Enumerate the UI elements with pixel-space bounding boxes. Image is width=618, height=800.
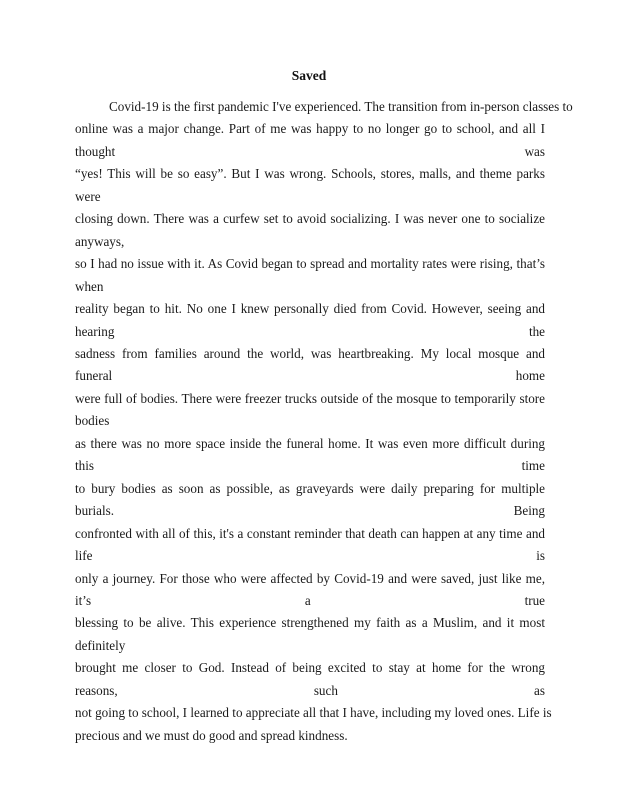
paragraph-line: closing down. There was a curfew set to avoid socializing. I was never one to socialize anyways, <box>75 211 545 249</box>
paragraph-line: blessing to be alive. This experience strengthened my faith as a Muslim, and it most definitely <box>75 615 545 653</box>
essay-paragraph <box>75 96 573 747</box>
paragraph-line: Covid-19 is the first pandemic I've experienced. The transition from in-person classes to <box>109 99 573 114</box>
paragraph-line: reality began to hit. No one I knew personally died from Covid. However, seeing and hearing the <box>75 301 545 339</box>
paragraph-line: sadness from families around the world, was heartbreaking. My local mosque and funeral home <box>75 345 545 384</box>
paragraph-line: were full of bodies. There were freezer trucks outside of the mosque to temporarily store bodies <box>75 390 545 429</box>
paragraph-line: as there was no more space inside the funeral home. It was even more difficult during this time <box>75 435 545 474</box>
paragraph-line: not going to school, I learned to appreciate all that I have, including my loved ones. Life is <box>75 705 552 721</box>
paragraph-line: “yes! This will be so easy”. But I was wrong. Schools, stores, malls, and theme parks were <box>75 166 545 204</box>
paragraph-line: online was a major change. Part of me was happy to no longer go to school, and all I thought was <box>75 121 545 159</box>
paragraph-line: confronted with all of this, it's a constant reminder that death can happen at any time and life is <box>75 525 545 564</box>
paragraph-line: brought me closer to God. Instead of being excited to stay at home for the wrong reasons, such as <box>75 660 545 698</box>
paragraph-line: to bury bodies as soon as possible, as graveyards were daily preparing for multiple burials. Being <box>75 480 545 519</box>
paragraph-line: precious and we must do good and spread kindness. <box>75 727 348 743</box>
paragraph-line: so I had no issue with it. As Covid began to spread and mortality rates were rising, that’s when <box>75 256 545 294</box>
page-title: Saved <box>291 68 327 83</box>
paragraph-line: only a journey. For those who were affected by Covid-19 and were saved, just like me, it’s a true <box>75 570 545 608</box>
